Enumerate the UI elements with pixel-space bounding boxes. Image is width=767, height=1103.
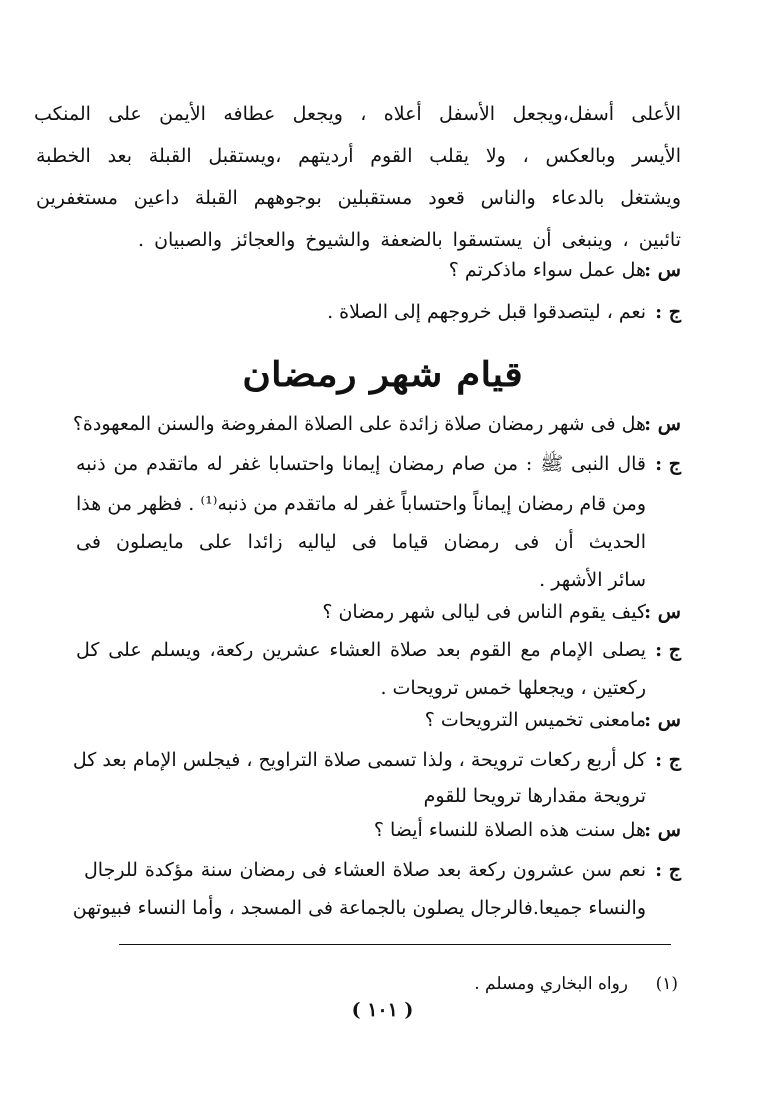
question-marker: س : xyxy=(645,819,682,841)
footnote-divider xyxy=(120,944,672,945)
answer-line: نعم سن عشرون ركعة بعد صلاة العشاء فى رمضان سنة مؤكدة للرجال xyxy=(85,859,647,881)
answer-line: ركعتين ، ويجعلها خمس ترويحات . xyxy=(381,677,647,699)
intro-line-1: الأعلى أسفل،ويجعل الأسفل أعلاه ، ويجعل عطافه الأيمن على المنكب xyxy=(35,103,682,125)
question-marker: س : xyxy=(645,709,682,731)
intro-line-4: تائبين ، وينبغى أن يستسقوا بالضعفة والشيوخ والعجائز والصبيان . xyxy=(139,229,682,251)
answer-marker: ج : xyxy=(656,639,682,661)
answer-line: كل أربع ركعات ترويحة ، ولذا تسمى صلاة التراويح ، فيجلس الإمام بعد كل xyxy=(73,749,647,771)
question-text: مامعنى تخميس الترويحات ؟ xyxy=(425,709,647,731)
page-number: ( ١٠١ ) xyxy=(352,999,415,1021)
answer-marker: ج : xyxy=(656,749,682,771)
footnote-text: رواه البخاري ومسلم . xyxy=(475,974,629,994)
answer-line: سائر الأشهر . xyxy=(540,569,647,591)
answer-line: والنساء جميعا.فالرجال يصلون بالجماعة فى المسجد ، وأما النساء فبيوتهن xyxy=(73,897,647,919)
answer-marker: ج : xyxy=(656,301,682,323)
answer-text: نعم ، ليتصدقوا قبل خروجهم إلى الصلاة . xyxy=(328,301,647,323)
question-marker: س : xyxy=(645,601,682,623)
section-heading: قيام شهر رمضان xyxy=(243,355,524,395)
answer-line: الحديث أن فى رمضان قياما فى لياليه زائدا على مايصلون فى xyxy=(77,531,647,553)
answer-marker: ج : xyxy=(656,453,682,475)
answer-marker: ج : xyxy=(656,859,682,881)
footnote-number: (١) xyxy=(656,974,679,994)
intro-line-2: الأيسر وبالعكس ، ولا يقلب القوم أرديتهم ،ويستقبل القبلة بعد الخطبة xyxy=(37,145,682,167)
question-text: هل فى شهر رمضان صلاة زائدة على الصلاة المفروضة والسنن المعهودة؟ xyxy=(73,413,647,435)
answer-line: قال النبى ﷺ : من صام رمضان إيمانا واحتسابا غفر له ماتقدم من ذنبه xyxy=(77,453,647,475)
answer-line: ترويحة مقدارها ترويحا للقوم xyxy=(424,785,647,807)
question-text: هل سنت هذه الصلاة للنساء أيضا ؟ xyxy=(374,819,647,841)
answer-line: ومن قام رمضان إيماناً واحتساباً غفر له ماتقدم من ذنبه⁽¹⁾ . فظهر من هذا xyxy=(77,493,647,515)
question-marker: س : xyxy=(645,259,682,281)
intro-line-3: ويشتغل بالدعاء والناس قعود مستقبلين بوجوههم القبلة داعين مستغفرين xyxy=(37,187,682,209)
question-text: هل عمل سواء ماذكرتم ؟ xyxy=(449,259,647,281)
question-text: كيف يقوم الناس فى ليالى شهر رمضان ؟ xyxy=(323,601,647,623)
answer-line: يصلى الإمام مع القوم بعد صلاة العشاء عشرين ركعة، ويسلم على كل xyxy=(77,639,647,661)
question-marker: س : xyxy=(645,413,682,435)
